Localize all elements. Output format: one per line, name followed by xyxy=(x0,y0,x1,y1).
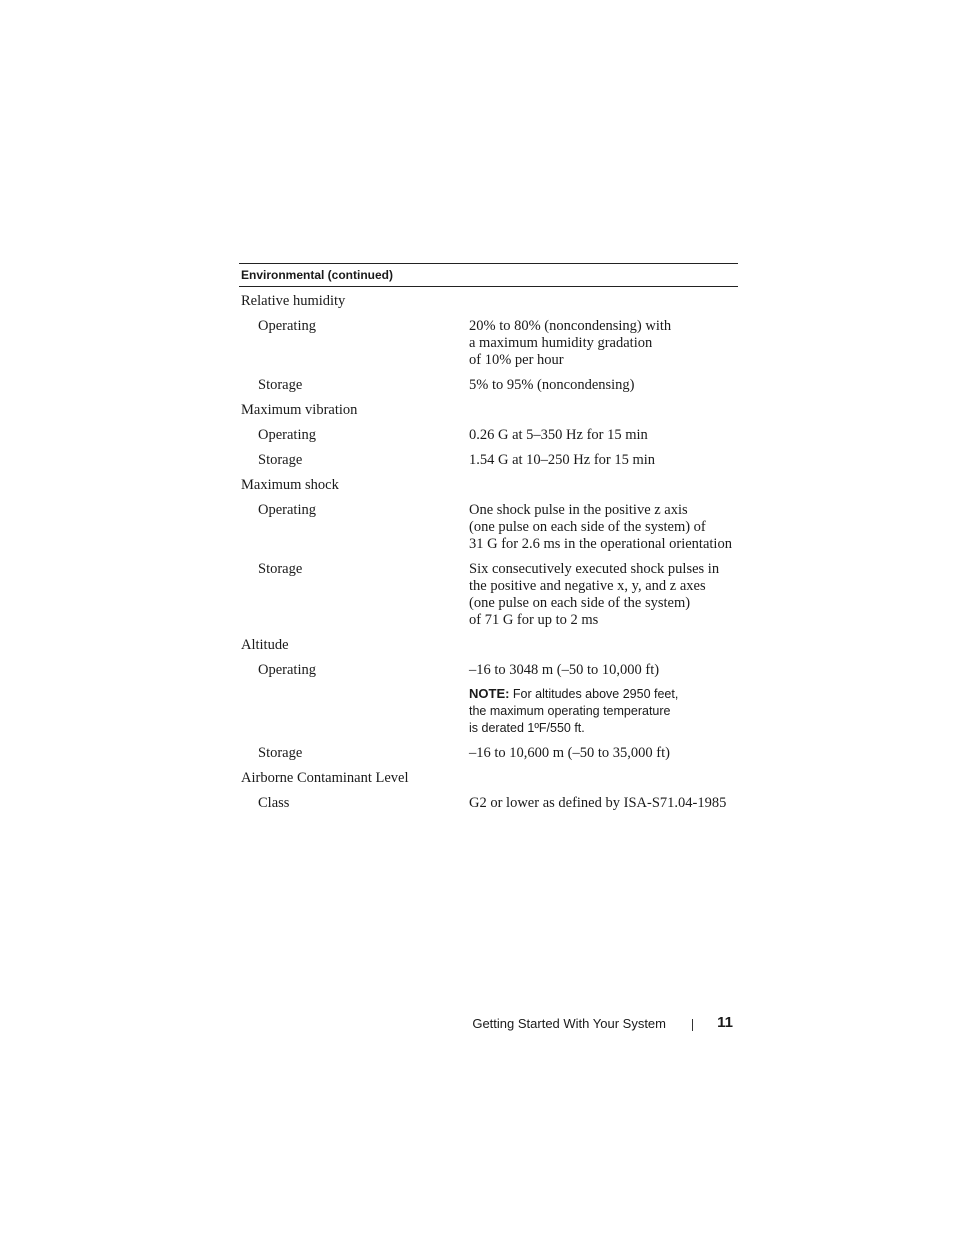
table-row xyxy=(239,766,738,791)
page-number: 11 xyxy=(717,1014,733,1031)
row-value: 5% to 95% (noncondensing) xyxy=(469,377,635,393)
row-value-cell xyxy=(469,502,738,553)
row-value: 1.54 G at 10–250 Hz for 15 min xyxy=(469,452,656,468)
note-label: NOTE: xyxy=(469,686,510,701)
row-value-cell xyxy=(469,745,738,762)
table-row xyxy=(239,473,738,498)
row-value-cell xyxy=(469,561,738,629)
footer-divider xyxy=(692,1019,693,1031)
table-body xyxy=(239,287,738,816)
row-sublabel: Operating xyxy=(258,662,316,678)
table-row xyxy=(239,791,738,816)
footer-title: Getting Started With Your System xyxy=(472,1016,666,1031)
table-row xyxy=(239,498,738,557)
row-sublabel: Operating xyxy=(258,502,316,518)
note-box xyxy=(469,685,738,737)
table-row xyxy=(239,289,738,314)
table-row xyxy=(239,741,738,766)
row-category-label: Maximum shock xyxy=(241,477,339,493)
table-row xyxy=(239,314,738,373)
row-value-cell xyxy=(469,452,738,469)
row-sublabel: Operating xyxy=(258,318,316,334)
row-sublabel: Operating xyxy=(258,427,316,443)
row-sublabel: Storage xyxy=(258,561,303,577)
table-row xyxy=(239,658,738,741)
table-header: Environmental (continued) xyxy=(239,263,738,287)
row-value-cell xyxy=(469,377,738,394)
row-value: –16 to 3048 m (–50 to 10,000 ft) xyxy=(469,662,660,678)
row-value: One shock pulse in the positive z axis (one pulse on each side of the system) of 31 G for 2.6 ms in the operational orientation xyxy=(469,502,732,552)
table-row xyxy=(239,557,738,633)
row-value-cell xyxy=(469,795,738,812)
table-row xyxy=(239,423,738,448)
row-value: 0.26 G at 5–350 Hz for 15 min xyxy=(469,427,648,443)
row-sublabel: Storage xyxy=(258,745,303,761)
row-value: 20% to 80% (noncondensing) with a maximum humidity gradation of 10% per hour xyxy=(469,318,672,368)
note-text: For altitudes above 2950 feet, the maximum operating temperature is derated 1ºF/550 ft. xyxy=(469,687,679,735)
row-category-label: Airborne Contaminant Level xyxy=(241,770,409,786)
row-category-label: Relative humidity xyxy=(241,293,346,309)
table-row xyxy=(239,633,738,658)
table-row xyxy=(239,448,738,473)
table-row xyxy=(239,398,738,423)
row-value: –16 to 10,600 m (–50 to 35,000 ft) xyxy=(469,745,670,761)
row-sublabel: Storage xyxy=(258,452,303,468)
row-category-label: Maximum vibration xyxy=(241,402,358,418)
row-value: G2 or lower as defined by ISA-S71.04-1985 xyxy=(469,795,727,811)
table-row xyxy=(239,373,738,398)
row-value-cell xyxy=(469,427,738,444)
row-sublabel: Storage xyxy=(258,377,303,393)
page-footer xyxy=(0,1014,954,1034)
row-value: Six consecutively executed shock pulses in the positive and negative x, y, and z axes (one pulse on each side of the system) of 71 G for up to 2 ms xyxy=(469,561,720,628)
environmental-spec-table xyxy=(239,263,738,816)
row-category-label: Altitude xyxy=(241,637,289,653)
row-sublabel: Class xyxy=(258,795,290,811)
row-value-cell xyxy=(469,662,738,737)
row-value-cell xyxy=(469,318,738,369)
